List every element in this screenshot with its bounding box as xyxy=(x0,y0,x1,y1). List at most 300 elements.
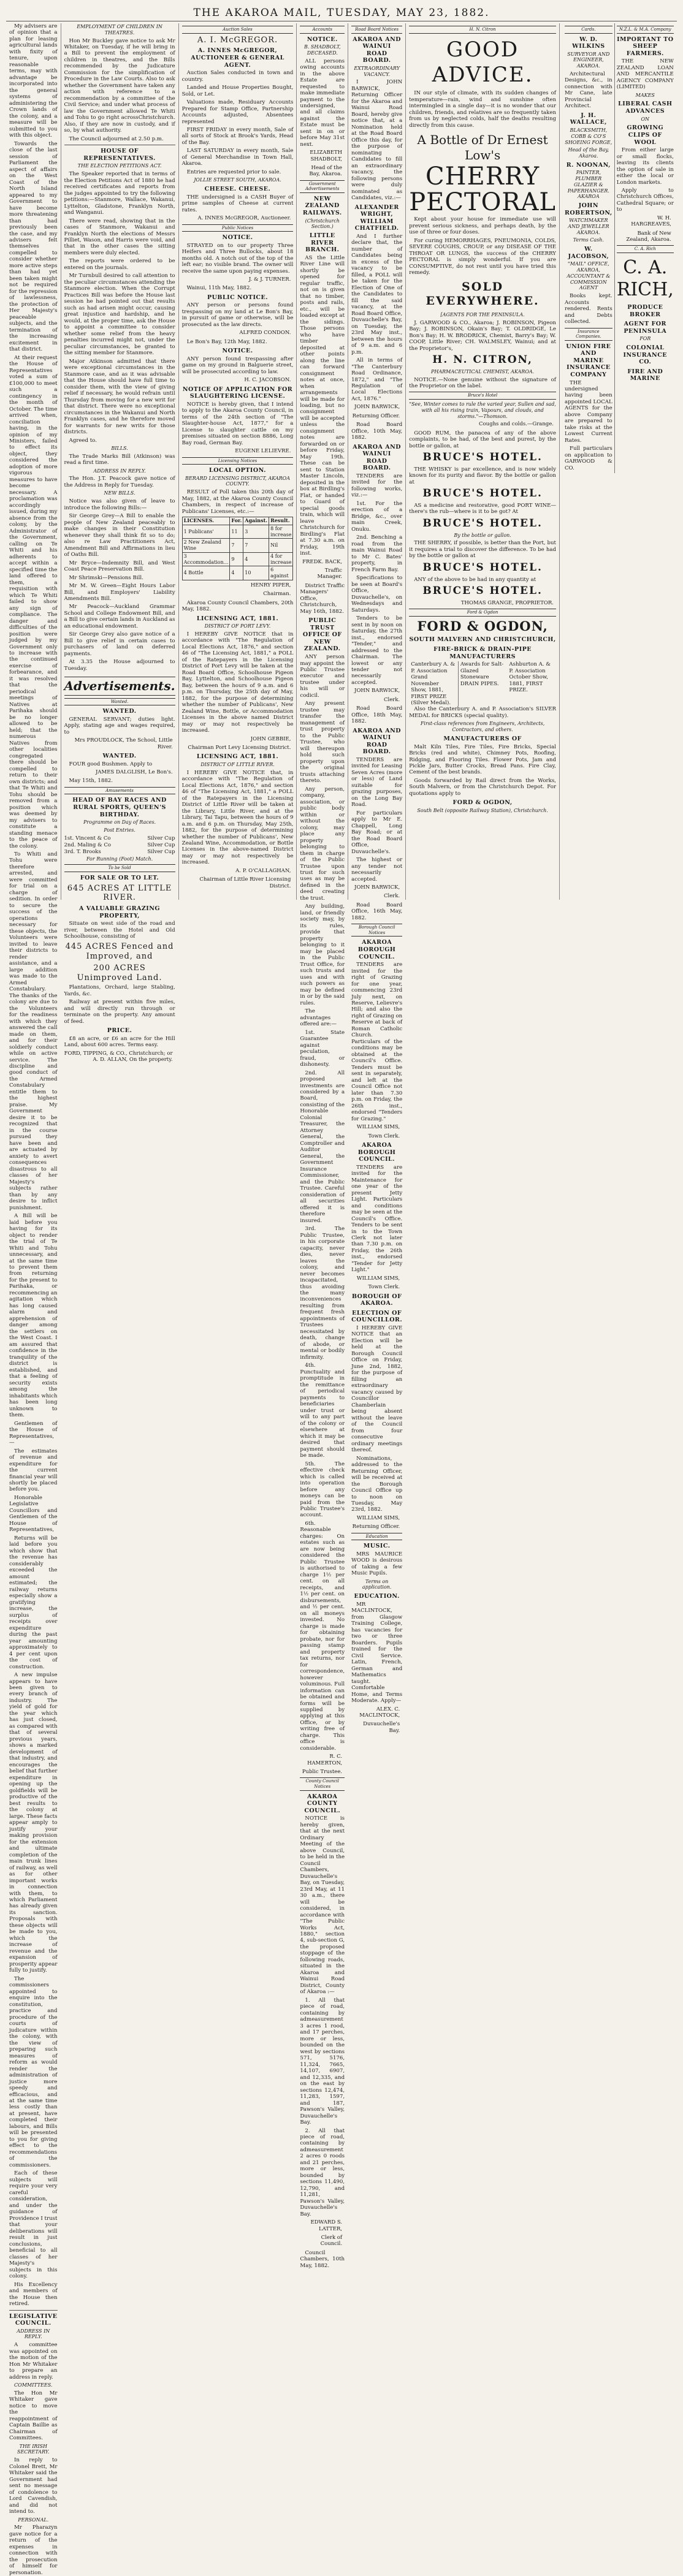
paragraph: Mr Bryce—Indemnity Bill, and West Coast Peace Preservation Bill. xyxy=(64,560,175,573)
ad-signature: W. H. HARGREAVES, xyxy=(631,215,671,228)
ad-heading: FORD & OGDON, xyxy=(452,799,513,807)
ad-heading: CHEESE. CHEESE. xyxy=(204,186,271,193)
ad-signature: HENRY PIPER, xyxy=(250,582,291,588)
section-label: Licensing Notices xyxy=(182,457,294,465)
award-middle: Awards for Salt-Glazed Stoneware DRAIN PIPES. xyxy=(460,661,504,687)
paragraph: Towards the close of the last session of Parliament the aspect of affairs on the West Coast of the North Island appeared to my Government to have become more threatening than had previously been the case, and my advisers felt themselves compelled to consider whether more active steps than had yet been taken might not be required for the repression of lawlessness, the protection of Her Majesty's peaceable subjects, and the termination of the increasing excitement in that district. xyxy=(9,140,58,353)
table-cell: 7 xyxy=(230,539,243,553)
subheading: EXTRAORDINARY VACANCY. xyxy=(354,65,400,77)
ad-body: ANY person may appoint the Public Trustee executor and trustee under his will or codicil. xyxy=(300,654,345,699)
ad-date: Council Chambers, 10th May, 1882. xyxy=(300,2249,345,2269)
subheading: MAKES xyxy=(635,92,655,98)
ad-body: And I further declare that, the number of Candidates being in excess of the vacancy to be filled, a POLL will be taken for the Election of One of the Candidates to fill the said vacancy, at the Road Board Office, Duvauchelle's Bay, on Tuesday, the 23rd May inst., between the hours of 9 a.m. and 6 p.m. xyxy=(351,233,403,355)
subheading: Terms Cash. xyxy=(573,237,604,243)
ad-body: THE undersigned is a CASH Buyer of prime samples of Cheese at current rates. xyxy=(181,194,294,213)
ad-heading-large: H. N. CITRON, xyxy=(432,354,533,367)
ad-body: From either large or small flocks, leaving its clients the option of sale in either the local or London markets. xyxy=(616,147,674,186)
ad-heading: W. D. WILKINS xyxy=(572,36,605,50)
ad-signature-title: Chairman. xyxy=(263,591,291,598)
ad-heading: AKAROA BOROUGH COUNCIL. xyxy=(357,1141,396,1163)
ad-heading: PUBLIC NOTICE. xyxy=(207,294,269,301)
column-3 xyxy=(179,23,297,900)
subheading: SURVEYOR AND ENGINEER, AKAROA. xyxy=(567,51,610,69)
ad-heading: A VALUABLE GRAZING PROPERTY, xyxy=(79,905,161,919)
race-name: 2nd. Maling & Co xyxy=(64,842,111,849)
ad-body: THE undersigned having been appointed LOCAL AGENTS for the above Company are prepared to take risks at the Lowest Current Rates. xyxy=(564,379,612,444)
cards-half xyxy=(563,23,615,473)
ad-heading: FIRE AND MARINE xyxy=(627,368,663,382)
ad-body: 1. All that piece of road, containing by admeasurement 3 acres 1 rood, and 17 perches, more or less, bounded on the west by sections 571, 5176, 11,324, 7665, 14,107, 6907, and 12,335, and on the east by sections 12,474, 11,283, 1597, and 187, Pawson's Valley, Duvauchelle's Bay. xyxy=(300,1997,345,2126)
ad-heading: AKAROA AND WAINUI ROAD BOARD. xyxy=(353,443,402,472)
race-prize: Silver Cup xyxy=(147,842,175,849)
ad-signature: JOHN BARWICK, xyxy=(354,884,400,891)
ad-body: The highest or any tender not necessarily accepted. xyxy=(351,857,403,883)
ad-body: I HEREBY GIVE NOTICE that, in accordance with "The Regulation of Local Elections Act, 1876," and section 46 of "The Licensing Act, 1881," a POLL of the Ratepayers in the Licensing District of Little River will be taken at the Library, Little River, and at the Library, Tai Tapu, between the hours of 9 a.m. and 6 p.m. on Thursday, May 25th, 1882, for the purpose of determining whether the number of Publicans', New Zealand Wine, Accommodation, or Bottle Licenses in the above-named District may or may not respectively be increased. xyxy=(181,769,294,866)
ad-body: For particulars apply to Mr E. Chappell, Long Bay Road; or at the Road Board Office, Duvauchelle's. xyxy=(351,810,403,855)
table-cell: 4 xyxy=(243,552,269,566)
ad-signature: THOMAS GRANGE, PROPRIETOR. xyxy=(460,599,554,606)
ad-heading: AKAROA BOROUGH COUNCIL. xyxy=(357,939,396,960)
subheading: For Running (Foot) Match. xyxy=(86,856,153,862)
advertisements-banner: Advertisements. xyxy=(64,677,175,695)
race-name: 3rd. T. Brooks xyxy=(64,849,101,856)
section-label: County Council Notices xyxy=(300,1777,345,1790)
subheading: By the bottle or gallon. xyxy=(454,532,511,538)
ad-heading: FIRE-BRICK & DRAIN-PIPE MANUFACTURERS xyxy=(433,645,532,660)
ad-date: Road Board Office, 18th May, 1882. xyxy=(351,705,403,725)
section-label: Road Board Notices xyxy=(351,26,402,34)
ad-signature: ELIZABETH SHADBOLT, xyxy=(310,150,343,162)
subheading: BILLS. xyxy=(111,446,128,452)
salutation: Honorable Legislative Councillors and Gentlemen of the House of Representatives, xyxy=(9,1494,58,1533)
ad-heading: AKAROA AND WAINUI ROAD BOARD. xyxy=(353,727,402,756)
table-cell: 7 xyxy=(243,539,269,553)
subheading: PHARMACEUTICAL CHEMIST, AKAROA. xyxy=(430,368,535,374)
subheading: ADDRESS IN REPLY. xyxy=(93,468,146,474)
ad-body: 5th. The effective check which is called into operation before any moneys can be paid from the Public Trustee's account. xyxy=(300,1461,345,1519)
good-advice-headline: GOOD ADVICE. xyxy=(432,37,533,87)
ad-body: THE SHERRY, if possible, is better than the Port, but it requires a trial to discover the difference. To be had by the bottle or gallon at xyxy=(409,540,556,560)
subheading: ON xyxy=(641,116,650,122)
ad-heading: EDUCATION. xyxy=(354,1593,400,1600)
race-name: 1st. Vincent & Co xyxy=(64,835,111,842)
ad-heading-large: 645 ACRES AT LITTLE RIVER. xyxy=(67,883,172,903)
paragraph: The Speaker reported that in terms of the Election Petitions Act of 1880 he had received certificates and reports from the judges appointed to try the following petitions:—Stanmore, Wallace, Wakanui, Lyttelton, Gladstone, Franklyn North, and Wanganui. xyxy=(64,171,175,216)
bruces-hotel-heading: BRUCE'S HOTEL. xyxy=(422,487,543,500)
salutation: Gentlemen of the House of Representatives,— xyxy=(9,1420,58,1446)
race-row xyxy=(64,842,175,848)
table-cell: 4 Bottle xyxy=(182,566,230,580)
section-label: Accounts xyxy=(300,26,345,34)
ad-body: Railway at present within five miles, and will directly run through or terminate on the property. Any amount of feed. xyxy=(64,999,175,1025)
column-header: Against. xyxy=(243,517,269,525)
ad-body: THE NEW ZEALAND LOAN AND MERCANTILE AGENCY COMPANY (LIMITED) xyxy=(616,58,674,91)
quotation-attribution: Coughs and colds.—Grange. xyxy=(479,421,554,428)
ad-body: Any present trustee may transfer the management of trust property to the Public Trustee, who will thereupon hold such property upon the original trusts attaching thereto. xyxy=(300,701,345,785)
ad-body: Valuations made, Residuary Accounts Prepared for Stamp Office, Partnership Accounts adjusted, Absentees represented xyxy=(181,99,294,125)
ad-heading: SOUTH MALVERN AND CHRISTCHURCH, xyxy=(409,636,556,644)
section-label: Bruce's Hotel xyxy=(409,392,556,400)
ad-heading: LICENSING ACT, 1881. xyxy=(196,753,279,761)
column-header: For. xyxy=(230,517,243,525)
paragraph: The Council adjourned at 2.50 p.m. xyxy=(69,135,164,142)
subheading: COMMITTEES. xyxy=(14,2382,53,2388)
ad-body: ANY person or persons found trespassing on my land at Le Bon's Bay, in pursuit of game or otherwise, will be prosecuted as the law directs. xyxy=(181,302,294,328)
ad-heading: NOTICE OF APPLICATION FOR SLAUGHTERING LICENSE. xyxy=(182,386,293,400)
paragraph: His Excellency and members of the House then retired. xyxy=(9,2281,58,2308)
paragraph: The Hon Mr Whitaker gave notice to move the reappointment of Captain Baillie as Chairman of Committees. xyxy=(9,2390,58,2442)
ad-heading: NOTICE. xyxy=(307,36,338,43)
ad-body: MRS MAURICE WOOD is desirous of taking a few Music Pupils. xyxy=(351,1551,403,1577)
paragraph: Returns will be laid before you which show that the revenue has considerably exceeded the amount estimated; the railway returns especially show a gratifying increase, the surplus of receipts over expenditure during the past year amounting approximately to 4 per cent upon the cost of construction. xyxy=(9,1535,58,1670)
column-6 xyxy=(406,23,560,900)
bruces-hotel-heading: BRUCE'S HOTEL. xyxy=(422,561,543,574)
ad-heading: GROWING CLIPS OF WOOL xyxy=(627,124,664,146)
awards-row xyxy=(409,661,556,706)
ad-signature-title: Traffic Manager. xyxy=(317,567,343,580)
table-cell: 9 xyxy=(230,552,243,566)
ad-heading: BOROUGH OF AKAROA. xyxy=(351,1293,402,1307)
ad-heading-large: A. I. McGREGOR. xyxy=(197,35,278,45)
paragraph: Hon Mr Buckley gave notice to ask Mr Whitaker, on Tuesday, if he will bring in a Bill to prevent the employment of children in theatres, and the Bills recommended by the Judicature Commission for the simplification of Procedure in the Law Courts. Also to ask whether the Government have taken any action with reference to a recommendation by a committee of the Civil Service; and under what process of law the Government allowed Te Whiti and Tohu to go right acrossChristchurch. Also, if they are now in custody, and if so, by what authority. xyxy=(64,37,175,134)
paragraph: Sir George Grey also gave notice of a Bill to give relief in certain cases to purchasers of land on deferred payments. xyxy=(64,631,175,657)
ad-heading: A. INNES McGREGOR, AUCTIONEER & GENERAL AGENT. xyxy=(191,47,284,69)
ad-signature: WILLIAM SIMS, xyxy=(356,1275,400,1282)
ad-heading: LIBERAL CASH ADVANCES xyxy=(618,101,673,115)
ad-signature-title: Returning Officer. xyxy=(352,412,400,419)
paragraph: At their request the House of Representatives voted a sum of £100,000 to meet such a contingency in the month of October. The time arrived when, conciliation having, in the opinion of my Ministers, failed to effect its object, they considered the adoption of more vigorous measures to have become necessary. A proclamation was accordingly issued, during my absence from the colony, by the Administrator of the Government, calling on Te Whiti and his adherents to accept within a specified time the land offered to them, a requisition with which Te Whiti failed to show any sign of compliance. The danger and difficulties of the position were judged by my Government only to increase with the continued exercise of forbearance, and it was resolved that the periodical meetings of Natives at Parihaka should be no longer allowed to be held; that the numerous Natives from other localities congregated there should be compelled to return to their own districts; and that Te Whiti and Tohu should be removed from a position which was deemed by my advisers to constitute a standing menace to the peace of the colony. xyxy=(9,354,58,849)
ad-heading: AGENT FOR PENINSULA xyxy=(624,321,667,335)
ad-signature: Mrs PROUDLOCK, The School, Little River. xyxy=(74,737,173,750)
ad-date: May 15th, 1882. xyxy=(69,778,113,785)
race-row xyxy=(64,849,175,855)
ad-signature: H. C. JACOBSON. xyxy=(244,377,291,384)
bruces-hotel-heading: BRUCE'S HOTEL. xyxy=(422,585,543,598)
columns xyxy=(6,23,677,2576)
section-label: N.Z.L. & M.A. Company xyxy=(617,26,674,34)
ad-signature: A. INNES McGREGOR, Auctioneer. xyxy=(197,215,291,222)
column-5 xyxy=(348,23,406,1734)
table-cell: 11 xyxy=(230,525,243,539)
table-cell: 1 Publicans' xyxy=(182,525,230,539)
ad-body: THE WHISKY is par excellence, and is now widely known for its purity and flavor. By the bottle or gallon at xyxy=(409,466,556,485)
ad-heading: AKAROA AND WAINUI ROAD BOARD. xyxy=(353,36,402,64)
ad-body: LAST SATURDAY in every month, Sale of General Merchandise in Town Hall, Akaroa. xyxy=(181,148,294,167)
table-row xyxy=(182,566,293,580)
ad-body: TENDERS are invited for the Maintenance for one year of the present Jetty Light. Particulars and conditions may be seen at the Council's Office. Tenders to be sent in to the Town Clerk not later than 7.30 p.m. on Friday, the 26th inst., endorsed "Tender for Jetty Light." xyxy=(351,1164,403,1274)
paragraph: To Whiti and Tohu were therefore arrested, and were committed for trial on a charge of sedition. In order to secure the success of the operations necessary for these objects, the Volunteers were invited to leave their districts to render assistance, and a large addition was made to the Armed Constabulary. The thanks of the colony are due to the Volunteers for the readiness with which they answered the call made on them, and for their soldierly conduct while on active service. The discipline and good conduct of the Armed Constabulary entitle them to the highest praise. My Government desire it to be recognized that in the course pursued they have been and are actuated by anxiety to avert consequences disastrous to all classes of her Majesty's subjects rather than by any desire to inflict punishment. xyxy=(9,851,58,1211)
paragraph: The Trade Marks Bill (Atkinson) was read a first time. xyxy=(64,453,175,466)
cherry-pectoral-headline: CHERRY PECTORAL xyxy=(409,162,556,217)
ad-body: Apply to Christchurch Offices, Cathedral Square; or to xyxy=(616,187,674,213)
ad-heading: PUBLIC TRUST OFFICE OF NEW ZEALAND. xyxy=(302,617,342,653)
ad-body: Kept about your house for immediate use will prevent serious sickness, and perhaps death, by the use of three or four doses. xyxy=(409,216,556,236)
bruces-hotel-heading: BRUCE'S HOTEL. xyxy=(422,451,543,464)
ad-signature: EDWARD S. LATTER, xyxy=(310,2219,343,2232)
table-cell: 4 xyxy=(230,566,243,580)
ad-body: All in terms of "The Canterbury Road Ordinance, 1872," and "The Regulation of Local Elections Act, 1876." xyxy=(351,357,403,402)
paragraph: Major Atkinson admitted that there were exceptional circumstances in the Stanmore case, and as it was advisable that the House should have full time to consider them, with the view of giving relief if necessary, he would refrain until Thursday from moving for a new writ for that district. There were no exceptional circumstances in the Wakanui and North Franklyn cases, and he therefore moved for warrants for new writs for those districts. xyxy=(64,358,175,436)
paragraph: Mr Shrimski—Pensions Bill. xyxy=(69,574,143,581)
subheading: DISTRICT OF PORT LEVY. xyxy=(204,623,271,629)
ad-signature: A. P. O'CALLAGHAN, xyxy=(235,867,291,874)
ad-body: NOTICE.—None genuine without the signature of the Proprietor on the label. xyxy=(409,376,556,389)
column-2 xyxy=(61,23,179,1063)
ad-signature: ALEX. C. MACLINTOCK, xyxy=(359,1706,400,1719)
ad-heading-large: 445 ACRES Fenced and Improved, and xyxy=(65,941,174,961)
ad-body: GENERAL SERVANT; duties light. Apply, stating age and wages required, to xyxy=(64,716,175,735)
ad-heading-large: 200 ACRES Unimproved Land. xyxy=(77,963,162,982)
ad-heading: W. JACOBSON, xyxy=(568,246,609,260)
table-row xyxy=(182,539,293,553)
ad-body: Full particulars on application to GARWOOD & CO. xyxy=(564,446,612,471)
ad-date: Akaroa County Council Chambers, 20th May, 1882. xyxy=(181,599,294,613)
ad-heading: UNION FIRE AND MARINE INSURANCE COMPANY xyxy=(566,343,611,378)
paragraph: Mr Turnbull desired to call attention to the peculiar circumstances attending the Stanmore election. When the Corrupt Practices Bill was before the House last session he had pointed out that results such as had arisen might occur, causing great injustice and hardship, and he would, at the proper time, ask the House to appoint a committee to consider whether some relief from the heavy penalties incurred might not, under the peculiar circumstances, be granted to the sitting member for Stanmore. xyxy=(64,273,175,357)
ad-body: 1st. For the erection of a Bridge, &c., over main Creek, Onuku. xyxy=(351,500,403,533)
column-header: Result. xyxy=(269,517,293,525)
subheading: THE ELECTION PETITIONS ACT. xyxy=(77,163,162,169)
column-4 xyxy=(297,23,348,2269)
section-label: C. A. Rich xyxy=(617,245,674,253)
table-cell: 2 New Zealand Wine xyxy=(182,539,230,553)
ad-signature-title: Returning Officer. xyxy=(352,1524,400,1530)
ad-body: ALL persons owing accounts in the above Estate are requested to make immediate payment to the undersigned, and all claims against the Estate must be sent in on or before May 31st next. xyxy=(300,58,345,148)
ad-body: TENDERS are invited for the right of Grazing for one year, commencing 23rd July next, on Reserve, Lelievre's Hill; and also the right of Grazing on Reserve at back of Roman Catholic Church. Particulars of the conditions may be obtained at the Council's Office. Tenders must be sent in separately, and left at the Council Office not later than 7.30 p.m. on Friday, the 26th inst., endorsed "Tenders for Grazing." xyxy=(351,962,403,1122)
ad-date: Wainui, 11th May, 1882. xyxy=(186,285,252,292)
column-1 xyxy=(6,23,61,2576)
ad-heading: NOTICE. xyxy=(222,234,253,241)
subheading: THE IRISH SECRETARY. xyxy=(17,2443,50,2455)
ad-body: For curing HEMORRHAGES, PNEUMONIA, COLDS, SEVERE COUGHS, CROUP, or any DISEASE OF THE THROAT OR LUNGS, the success of the CHERRY PECTORAL is simply wonderful. If you are CONSUMPTIVE, do not rest until you have tried this remedy. xyxy=(409,237,556,276)
ad-body: 6th. Reasonable charges: On estates such as are now being considered the Public Trustee is authorised to charge 1½ per cent. on all receipts, and 1½ per cent. on disbursements, and ½ per cent. on all moneys invested. No charge is made for obtaining probate, nor for passing stamp and property tax returns, nor for correspondence, however voluminous. Full information can be obtained and forms will be supplied by applying at this Office, or by writing free of charge. This office is considerable. xyxy=(300,1520,345,1752)
paragraph: The reports were ordered to be entered on the journals. xyxy=(64,258,175,271)
ad-address: South Belt (opposite Railway Station), Christchurch. xyxy=(417,807,548,813)
ad-body: GOOD RUM, the panacea of any of the above complaints, to be had, of the best and purest, by the bottle or gallon, at xyxy=(409,430,556,449)
paragraph: Mr M. W. Green—Eight Hours Labor Bill, and Employers' Liability Amendments Bill. xyxy=(64,583,175,602)
ad-signature-title: Clerk. xyxy=(384,696,400,703)
subheading: NEW BILLS. xyxy=(104,490,135,496)
ad-signature: EUGENE LELIEVRE. xyxy=(235,448,291,455)
paragraph: A new impulse appears to have been given to every branch of industry. The yield of gold for the year which has just closed, as compared with that of several previous years, shows a marked development of that industry, and encourages the belief that further expenditure in opening up the goldfields will be productive of the best results to the colony at large. These facts appear amply to justify your making provision for the extension and ultimate completion of the main trunk lines of railway, as well as for other important works in connection with them, to which Parliament has already given its sanction. Proposals with these objects will be made to you, which the increase of revenue and the expansion of prosperity appear fully to justify. xyxy=(9,1672,58,1974)
candidate-names: ALEXANDER WRIGHT, WILLIAM CHATFIELD. xyxy=(354,203,399,232)
bruces-hotel-heading: BRUCE'S HOTEL. xyxy=(422,517,543,530)
ad-body: I HEREBY GIVE NOTICE that an Election will be held at the Borough Council Office on Friday, June 2nd, 1882, for the purpose of filling an extraordinary vacancy caused by Councillor Chamberlain being absent without the leave of the Council from four consecutive ordinary meetings thereof. xyxy=(351,1324,403,1454)
ad-body: 3rd. The Public Trustee, in his corporate capacity, never dies, never leaves the colony, and never becomes incapacitated, thus avoiding the many inconveniences resulting from frequent fresh appointments of Trustees necessitated by death, change of abode, or mental or bodily infirmity. xyxy=(300,1226,345,1361)
section-label: Auction Sales xyxy=(182,26,294,34)
ad-body: MR MACLINTOCK, from Glasgow Training College, has vacancies for two or three Boarders. Pupils trained for the Civil Service. Latin, French, German and Mathematics taught. Comfortable Home, and Terms Moderate. Apply— xyxy=(351,1601,403,1704)
ad-body: TENDERS are invited for the following works, viz.:— xyxy=(351,473,403,499)
race-prize: Silver Cup xyxy=(147,835,175,842)
ad-signature-title: Clerk of Council. xyxy=(320,2235,343,2247)
paragraph: There were read, showing that in the cases of Stanmore, Wakanui and Franklyn North the elections of Messrs Pilliet, Wason, and Harris were void, and that in the other cases the sitting members were duly elected. xyxy=(64,218,175,256)
section-label: H. N. Citron xyxy=(409,26,556,34)
award-right: Ashburton A. & P. Association October Show, 1881, FIRST PRIZE. xyxy=(509,661,551,694)
section-label: Public Notices xyxy=(182,224,294,232)
ad-body: NOTICE is hereby given, that at the next Ordinary Meeting of the above Council, to be held in the Council Chambers, Duvauchelle's Bay, on Tuesday, 23rd May, at 11 30 a.m., there will be considered, in accordance with "The Public Works Act, 1880," section 4, sub-section G, the proposed stoppage of the following roads, situated in the Akaroa and Wainui Road District, County of Akaroa :— xyxy=(300,1815,345,1996)
section-label: Borough Council Notices xyxy=(351,924,402,937)
ad-heading: PRODUCE BROKER xyxy=(627,304,663,318)
company-half xyxy=(615,23,676,473)
subheading: Programme on Day of Races. xyxy=(83,819,156,826)
paragraph: The commissioners appointed to enquire into the constitution, practice and procedure of the courts of judicature within the colony, with the view of preparing such measures of reform as would render the administration of justice more speedy and efficacious, and at the same time less costly than at present, have completed their labours, and Bills will be presented to you for giving effect to the recommendations of the commissioners. xyxy=(9,1975,58,2168)
ad-signature: R. C. HAMERTON, xyxy=(307,1753,343,1766)
section-label: Government Advertisements xyxy=(300,180,345,193)
poll-results-table xyxy=(182,517,294,580)
ad-body: Landed and House Properties Bought, Sold, or Let. xyxy=(181,85,294,97)
ad-body: Architectural Designs, &c., in connection with Mr Cane, late Provincial Architect. xyxy=(564,70,612,110)
ad-heading: IMPORTANT TO SHEEP FARMERS. xyxy=(617,36,674,57)
table-cell: 4 for increase xyxy=(269,552,293,566)
ad-body: Any building, land, or friendly society may, by its rules, provide that property belonging to it may be placed in the Public Trust Office, for such trusts and uses and with such powers as may be defined in or by the said rules. xyxy=(300,903,345,1006)
ad-heading: WANTED. xyxy=(102,708,137,715)
race-row xyxy=(64,835,175,842)
paragraph: Sir George Grey—A Bill to enable the people of New Zealand peaceably to make changes in their Constitution whenever they shall think fit so to do; also re Law Practitioners Act, Amendment Bill and Affirmations in lieu of Oaths Bill. xyxy=(64,513,175,558)
subheading: PERSONAL. xyxy=(18,2517,49,2523)
table-cell: Nil xyxy=(269,539,293,553)
table-cell: 10 xyxy=(243,566,269,580)
ad-body: Nominations, addressed to the Returning Officer, will be received at the Borough Council Office up to noon on Tuesday, May 23rd, 1882. xyxy=(351,1455,403,1513)
ad-body: £8 an acre, or £6 an acre for the Hill Land, about 600 acres. Terms easy. xyxy=(64,1035,175,1049)
ad-heading: WANTED. xyxy=(102,752,137,759)
ad-body: 2. All that piece of road, containing by admeasurement 2 acres 0 roods and 21 perches, more or less, bounded by sections 11,490, 12,790, and 11,281, Pawson's Valley, Duvauchelle's Bay. xyxy=(300,2127,345,2217)
ad-body: IN our style of climate, with its sudden changes of temperature—rain, wind and sunshine often intermingled in a single day—it is no wonder that our children, friends, and relatives are so frequently taken from us by neglected colds, half the deaths resulting directly from this cause. xyxy=(409,90,556,129)
subheading: B. SHADBOLT, DECEASED. xyxy=(303,44,341,56)
ad-signature: JOHN BARWICK, xyxy=(354,688,400,694)
section-label: Education xyxy=(351,1533,402,1541)
table-cell: 3 Accommodation... xyxy=(182,552,230,566)
ad-body: Also the Canterbury A. and P. Association's SILVER MEDAL for BRICKS (special quality). xyxy=(409,706,556,719)
ad-heading: LICENSING ACT, 1881. xyxy=(196,615,279,622)
ad-body: ANY of the above to be had in any quantity at xyxy=(414,576,536,583)
ad-address: JOLLIE STREET SOUTH, AKAROA. xyxy=(194,177,281,183)
ad-signature-title: Chairman Port Levy Licensing District. xyxy=(188,744,291,751)
ad-signature-title: Public Trustee. xyxy=(302,1769,343,1776)
ad-signature-title: Bank of New Zealand, Akaroa. xyxy=(626,230,671,243)
ad-body: AS a medicine and restorative, good PORT WINE—there's the rub—where is it to be got? At xyxy=(409,503,556,515)
ad-heading: MANUFACTURERS OF xyxy=(443,735,522,742)
ad-signature: JOHN GEBBIE, xyxy=(250,735,291,742)
ad-body: TENDERS are invited for Leasing Seven Acres (more or less) of Land suitable for grazing purposes, on the Long Bay Road. xyxy=(351,756,403,808)
paragraph: The Hon. J.T. Peacock gave notice of the Address in Reply for Tuesday. xyxy=(64,476,175,488)
ad-body: ANY person found trespassing after game on my ground in Balguerie street, will be prosecuted according to law. xyxy=(181,355,294,375)
masthead: THE AKAROA MAIL, TUESDAY, MAY 23, 1882. xyxy=(6,5,677,21)
ad-heading: NEW ZEALAND RAILWAYS. xyxy=(302,195,342,217)
paragraph: A committee was appointed on the motion of the Hon Mr Whitaker to prepare an address in reply. xyxy=(9,2342,58,2380)
ad-body: Goods forwarded by Rail direct from the Works, South Malvern, or from the Christchurch Depot. For quotations apply to xyxy=(409,777,556,797)
table-cell: 3 xyxy=(243,525,269,539)
ad-signature: JAMES DALGLISH, Le Bon's. xyxy=(95,769,173,776)
ad-body: Specifications to be seen at Board's Office, Duvauchelle's, on Wednesdays and Saturdays. xyxy=(351,575,403,614)
table-cell: 8 for increase xyxy=(269,525,293,539)
subheading: "MAIL" OFFICE, AKAROA, ACCOUNTANT & COMMISSION AGENT xyxy=(567,261,611,291)
rich-heading: C. A. RICH, xyxy=(616,256,674,301)
ad-body: 1st. State Guarantee against peculation, fraud, or dishonesty. xyxy=(300,1029,345,1068)
ad-signature-title: Clerk. xyxy=(384,893,400,900)
ad-heading: J. H. WALLACE, xyxy=(570,112,607,126)
subheading: (Christchurch Section.) xyxy=(305,218,340,230)
ad-signature-title: Town Clerk. xyxy=(368,1284,400,1291)
subheading: Post Entries. xyxy=(104,827,135,833)
ad-signature-title: Head of the Bay, Akaroa. xyxy=(309,165,343,178)
subheading: EMPLOYMENT OF CHILDREN IN THEATRES. xyxy=(77,24,162,36)
ad-signature-title: Town Clerk. xyxy=(368,1133,400,1139)
ad-date: District Traffic Managers' Office, Christchurch, May 16th, 1882. xyxy=(300,582,345,615)
column-7 xyxy=(560,23,679,900)
ad-signature: FREDK. BACK, xyxy=(302,558,343,565)
ad-body: 4th. Punctuality and promptitude in the remittance of periodical payments to beneficiaries under trust or will to any part of the colony or elsewhere at which it may be desired that payment should be made. xyxy=(300,1362,345,1459)
ad-body: I JOHN BARWICK, Returning Officer for the Akaroa and Wainui Road Board, hereby give notice that, at a Nomination held at the Road Board Office this day, for the purpose of nominating Candidates to fill an extraordinary vacancy, the following persons were duly nominated as Candidates, viz.:— xyxy=(351,79,403,202)
ad-heading-large: A Bottle of Dr Ernest Low's xyxy=(417,132,548,162)
ad-body: RESULT of Poll taken this 20th day of May, 1882, at the Akaroa County Council Chambers, in respect of increase of Publicans' Licenses, etc.:— xyxy=(181,489,294,515)
section-label: Amusements xyxy=(64,787,175,795)
section-label: Insurance Companies. xyxy=(565,328,612,341)
ad-heading: FOR SALE OR TO LET. xyxy=(80,875,159,882)
ad-signature: FORD, TIPPING, & CO., Christchurch; or A. D. ALLAN, On the property. xyxy=(64,1050,173,1063)
paragraph: At 3.35 the House adjourned to Tuesday. xyxy=(64,659,175,672)
ad-heading: MUSIC. xyxy=(363,1543,391,1550)
ad-heading: LITTLE RIVER BRANCH. xyxy=(305,232,340,254)
ad-date: Le Bon's Bay, 12th May, 1882. xyxy=(186,338,267,345)
sold-everywhere-banner: SOLD EVERYWHERE. xyxy=(425,279,540,308)
ad-body: AS the Little River Line will shortly be opened for regular traffic, not on is given that no timber, posts and rails, etc., will be loaded except at the sidings. Those persons who have timber deposited at other points along the line can forward consignment notes at once, when arrangements will be made for loading, but no consignment will be accepted unless the consignment notes are forwarded on or before Friday, May 19th. These can be sent to Station Master Lincoln, deposited in the box at Birdling's Flat, or handed to Guard of special goods train, which will leave Christchurch for Birdling's Flat at 7.30 a.m. on Friday, 19th inst. xyxy=(300,254,345,557)
subheading: DISTRICT OF LITTLE RIVER. xyxy=(200,761,275,767)
ad-signature-title: Chairman of Little River Licensing District. xyxy=(199,876,291,889)
ad-heading: ELECTION OF COUNCILLOR. xyxy=(351,1309,403,1324)
ad-signature: J. & J. TURNER. xyxy=(248,276,291,283)
table-cell: 6 against xyxy=(269,566,293,580)
ad-heading: COLONIAL INSURANCE CO. xyxy=(623,344,668,366)
ad-address: Head of the Bay, Akaroa. xyxy=(568,147,609,159)
ad-body: The advantages offered are:— xyxy=(300,1008,337,1028)
paragraph: My advisers are of opinion that a plan for leasing agricultural lands with fixity of tenure, upon reasonable terms, may with advantage be incorporated into the general systems of administering the Crown lands of the colony, and a measure will be submitted to you with this object. xyxy=(9,23,58,139)
ad-signature: ALFRED CONDON. xyxy=(239,330,291,336)
paragraph: A Bill will be laid before you having for its object to render the trial of Te Whiti and Tohu unnecessary, and at the same time to prevent them from returning for the present to Parihaka, or recommencing an agitation which has long caused alarm and apprehension of danger among the settlers on the West Coast. I am assured that confidence in the tranquility of the district is established, and that a feeling of security exists among the inhabitants which has been long unknown to them. xyxy=(9,1213,58,1419)
section-label: Ford & Ogdon xyxy=(409,609,556,617)
ad-heading: LOCAL OPTION. xyxy=(209,467,266,474)
cards-and-company xyxy=(563,23,676,473)
table-header-row xyxy=(182,517,293,525)
ad-body: 2nd. Benching a road from the main Wainui Road to Mr C. Bates' property, in French Farm Bay. xyxy=(351,534,403,573)
ad-body: FIRST FRIDAY in every month, Sale of all sorts of Stock at Brook's Yards, Head of the Bay. xyxy=(181,127,294,146)
ad-body: Any person, company, association, or public body within or without the colony, may place any property belonging to them in charge of the Public Trustee upon trust for such uses as may be defined in the deed creating the trust. xyxy=(300,786,345,902)
paragraph: Each of these subjects will require your very careful consideration, and under the guidance of Providence I trust that your deliberations will result in just conclusions, beneficial to all classes of her Majesty's subjects in this colony. xyxy=(9,2170,58,2280)
ad-heading: HEAD OF BAY RACES AND RURAL SPORTS, QUEEN'S BIRTHDAY. xyxy=(72,797,167,818)
table-row xyxy=(182,552,293,566)
section-label: To be Sold xyxy=(64,864,175,872)
subheading: WATCHMAKER AND JEWELLER AKAROA. xyxy=(568,218,609,235)
paragraph: Agreed to. xyxy=(69,437,97,444)
ad-signature: WILLIAM SIMS, xyxy=(356,1124,400,1131)
ad-body: Tenders to be sent in by noon on Saturday, the 27th inst., endorsed "Tender," and addressed to the Chairman. The lowest or any tender not necessarily accepted. xyxy=(351,615,403,686)
ad-body: Entries are requested prior to sale. xyxy=(186,169,281,175)
section-heading: LEGISLATIVE COUNCIL. xyxy=(9,2312,58,2327)
paragraph: Mr Pharazyn gave notice for a return of the expenses in connection with the prosecution of himself for personation. xyxy=(9,2525,58,2576)
section-heading: HOUSE OF REPRESENTATIVES. xyxy=(83,148,156,162)
ad-heading: NOTICE. xyxy=(222,348,253,355)
ad-signature: JOHN BARWICK, xyxy=(354,404,400,411)
section-label: Wanted. xyxy=(64,698,175,706)
ad-body: Auction Sales conducted in town and country. xyxy=(181,70,294,83)
section-label: Cards. xyxy=(565,26,612,34)
quotation: "See, Winter comes to rule the varied year, Sullen and sad, with all his rising train, Vapours, and clouds, and storms."—Thomson. xyxy=(409,401,556,419)
paragraph: The estimates of revenue and expenditure for the current financial year will shortly be placed before you. xyxy=(9,1448,58,1493)
column-header: LICENSES. xyxy=(182,517,230,525)
ad-date: Road Board Office, 10th May, 1882. xyxy=(351,422,403,441)
ad-heading: PRICE. xyxy=(107,1027,132,1035)
race-prize: Silver Cup xyxy=(147,849,175,856)
ad-body: Situate on west side of the road and river, between the Hotel and Old Schoolhouse, consisting of xyxy=(64,921,175,940)
